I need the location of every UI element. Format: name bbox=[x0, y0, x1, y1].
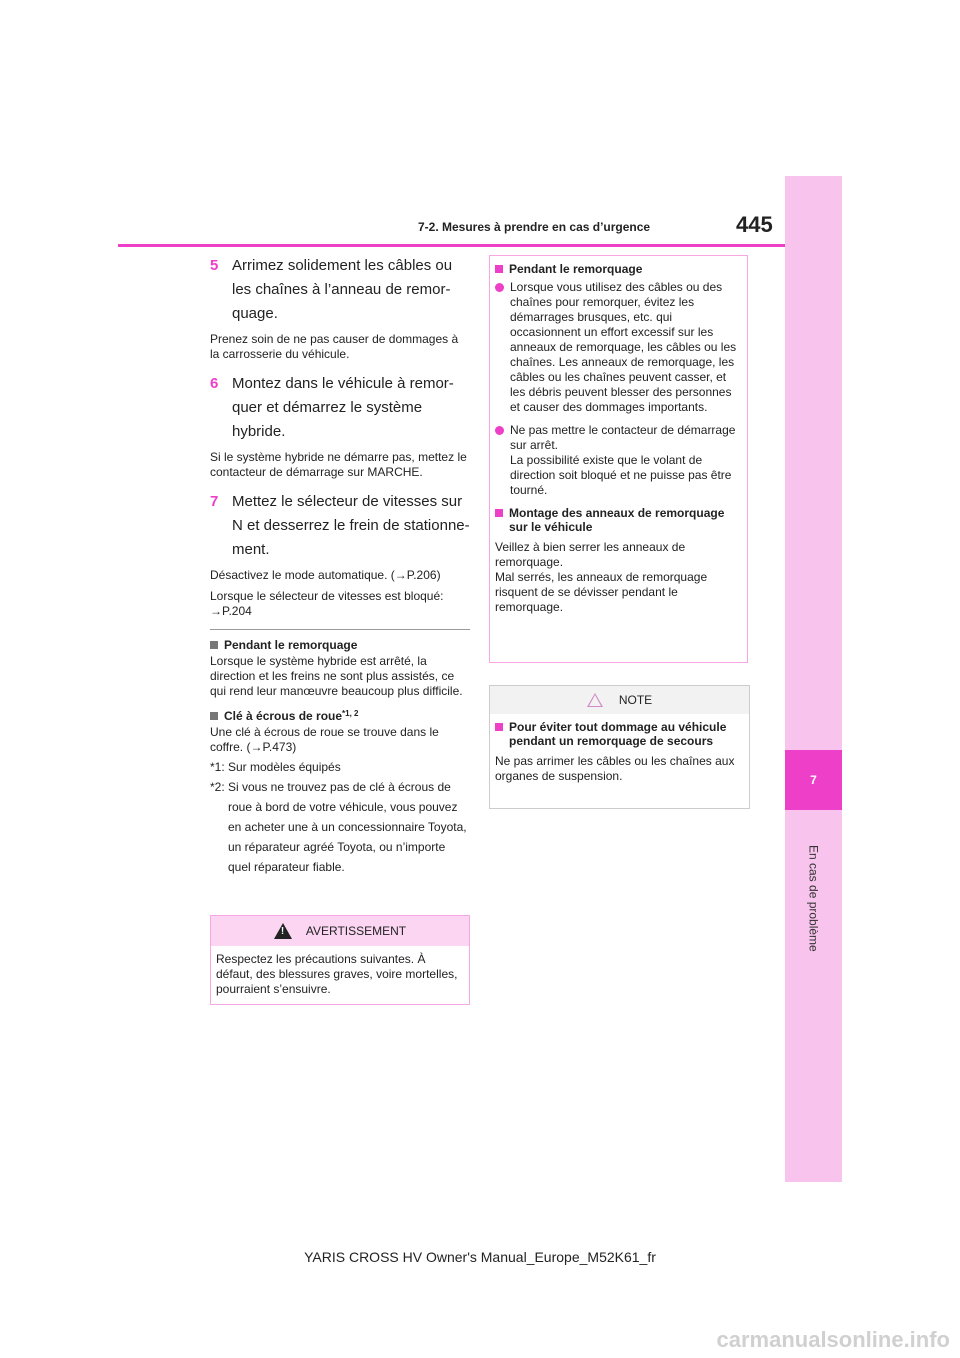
step-note-2: Lorsque le sélecteur de vitesses est bloqué: →P.204 bbox=[210, 589, 444, 618]
square-bullet-icon bbox=[210, 712, 218, 720]
circle-bullet-icon bbox=[495, 283, 504, 292]
step-note: Si le système hybride ne démarre pas, mettez le contacteur de démarrage sur MARCHE. bbox=[210, 450, 467, 479]
towing-text: Lorsque le système hybride est arrêté, la direction et les freins ne sont plus assistés, ce qui rend leur manœuvre beaucoup plus difficile. bbox=[210, 654, 463, 698]
footnote-2: *2: Si vous ne trouvez pas de clé à écrous de roue à bord de votre véhicule, vous pouvez en acheter une à un concessionnaire Toyota, un réparateur agréé Toyota, ou n’importe quel réparateur fiable. bbox=[210, 780, 467, 874]
footnote-ref: *1, 2 bbox=[342, 709, 359, 718]
warning-continued-box bbox=[489, 255, 748, 663]
step-text: quage. bbox=[232, 305, 278, 322]
step-note: Désactivez le mode automatique. (→P.206) bbox=[210, 568, 441, 582]
left-column bbox=[210, 254, 470, 877]
chapter-label: En cas de problème bbox=[806, 844, 821, 952]
step-number: 6 bbox=[210, 375, 219, 392]
step-text: hybride. bbox=[232, 423, 286, 440]
step-number: 7 bbox=[210, 493, 219, 510]
warning-header bbox=[211, 916, 469, 946]
note-text: Ne pas arrimer les câbles ou les chaînes aux organes de suspension. bbox=[495, 754, 735, 783]
wrench-text: Une clé à écrous de roue se trouve dans le coffre. (→P.473) bbox=[210, 725, 439, 754]
step-5 bbox=[210, 254, 470, 362]
step-text: les chaînes à l’anneau de remor- bbox=[232, 281, 451, 298]
towing-heading: Pendant le remorquage bbox=[210, 638, 470, 652]
section-title: 7-2. Mesures à prendre en cas d’urgence bbox=[418, 220, 651, 234]
footnote-1: *1: Sur modèles équipés bbox=[210, 760, 341, 774]
note-heading: Pour éviter tout dommage au véhicule pendant un remorquage de secours bbox=[495, 720, 744, 748]
note-title: NOTE bbox=[618, 693, 653, 707]
note-header bbox=[490, 686, 749, 714]
square-bullet-icon bbox=[210, 641, 218, 649]
warning-title: AVERTISSEMENT bbox=[305, 924, 407, 938]
step-text: Montez dans le véhicule à remor- bbox=[232, 375, 454, 392]
chapter-label-wrapper bbox=[785, 818, 842, 978]
warning-text: Respectez les précautions suivantes. À défaut, des blessures graves, voire mortelles, pourraient s’ensuivre. bbox=[216, 952, 458, 996]
step-text: Mettez le sélecteur de vitesses sur bbox=[232, 493, 463, 510]
bullet-item: Lorsque vous utilisez des câbles ou des chaînes pour remorquer, évitez les démarrages brusques, etc. qui occasionnent un effort excessif sur les anneaux de remorquage, les câbles ou les chaînes. Les anneaux de remorquage, les câbles ou les chaînes peuvent casser, et les débris peuvent blesser des personnes et causer des dommages importants. bbox=[495, 280, 742, 415]
bullet-item: Ne pas mettre le contacteur de démarrage sur arrêt. La possibilité existe que le volant de direction soit bloqué et ne puisse pas être tourné. bbox=[495, 423, 742, 498]
warning-triangle-icon bbox=[274, 923, 292, 939]
page-number: 445 bbox=[736, 212, 773, 237]
step-text: ment. bbox=[232, 541, 270, 558]
mounting-heading: Montage des anneaux de remorquage sur le véhicule bbox=[495, 506, 742, 534]
wrench-heading: Clé à écrous de roue $^{*1, 2}$ bbox=[210, 709, 470, 723]
step-7 bbox=[210, 490, 470, 619]
step-6 bbox=[210, 372, 470, 480]
chapter-side-tab bbox=[785, 176, 842, 1182]
circle-bullet-icon bbox=[495, 426, 504, 435]
watermark: carmanualsonline.info bbox=[716, 1327, 950, 1352]
step-text: N et desserrez le frein de stationne- bbox=[232, 517, 470, 534]
step-number: 5 bbox=[210, 257, 219, 274]
note-box bbox=[489, 685, 750, 809]
square-bullet-icon bbox=[495, 509, 503, 517]
square-bullet-icon bbox=[495, 265, 503, 273]
step-text: Arrimez solidement les câbles ou bbox=[232, 257, 453, 274]
header-rule bbox=[118, 244, 785, 247]
step-note: Prenez soin de ne pas causer de dommages à la carrosserie du véhicule. bbox=[210, 332, 459, 361]
warning-box bbox=[210, 915, 470, 1005]
chapter-number-tab: 7 bbox=[785, 750, 842, 810]
section-divider bbox=[210, 629, 470, 630]
footer-text: YARIS CROSS HV Owner's Manual_Europe_M52K61_fr bbox=[304, 1249, 656, 1265]
mounting-text: Veillez à bien serrer les anneaux de remorquage. Mal serrés, les anneaux de remorquage risquent de se dévisser pendant le remorquage. bbox=[495, 540, 708, 614]
note-body bbox=[490, 714, 749, 800]
step-text: quer et démarrez le système bbox=[232, 399, 423, 416]
towing-warning-heading: Pendant le remorquage bbox=[495, 262, 742, 276]
square-bullet-icon bbox=[495, 723, 503, 731]
caution-triangle-icon bbox=[587, 693, 603, 707]
